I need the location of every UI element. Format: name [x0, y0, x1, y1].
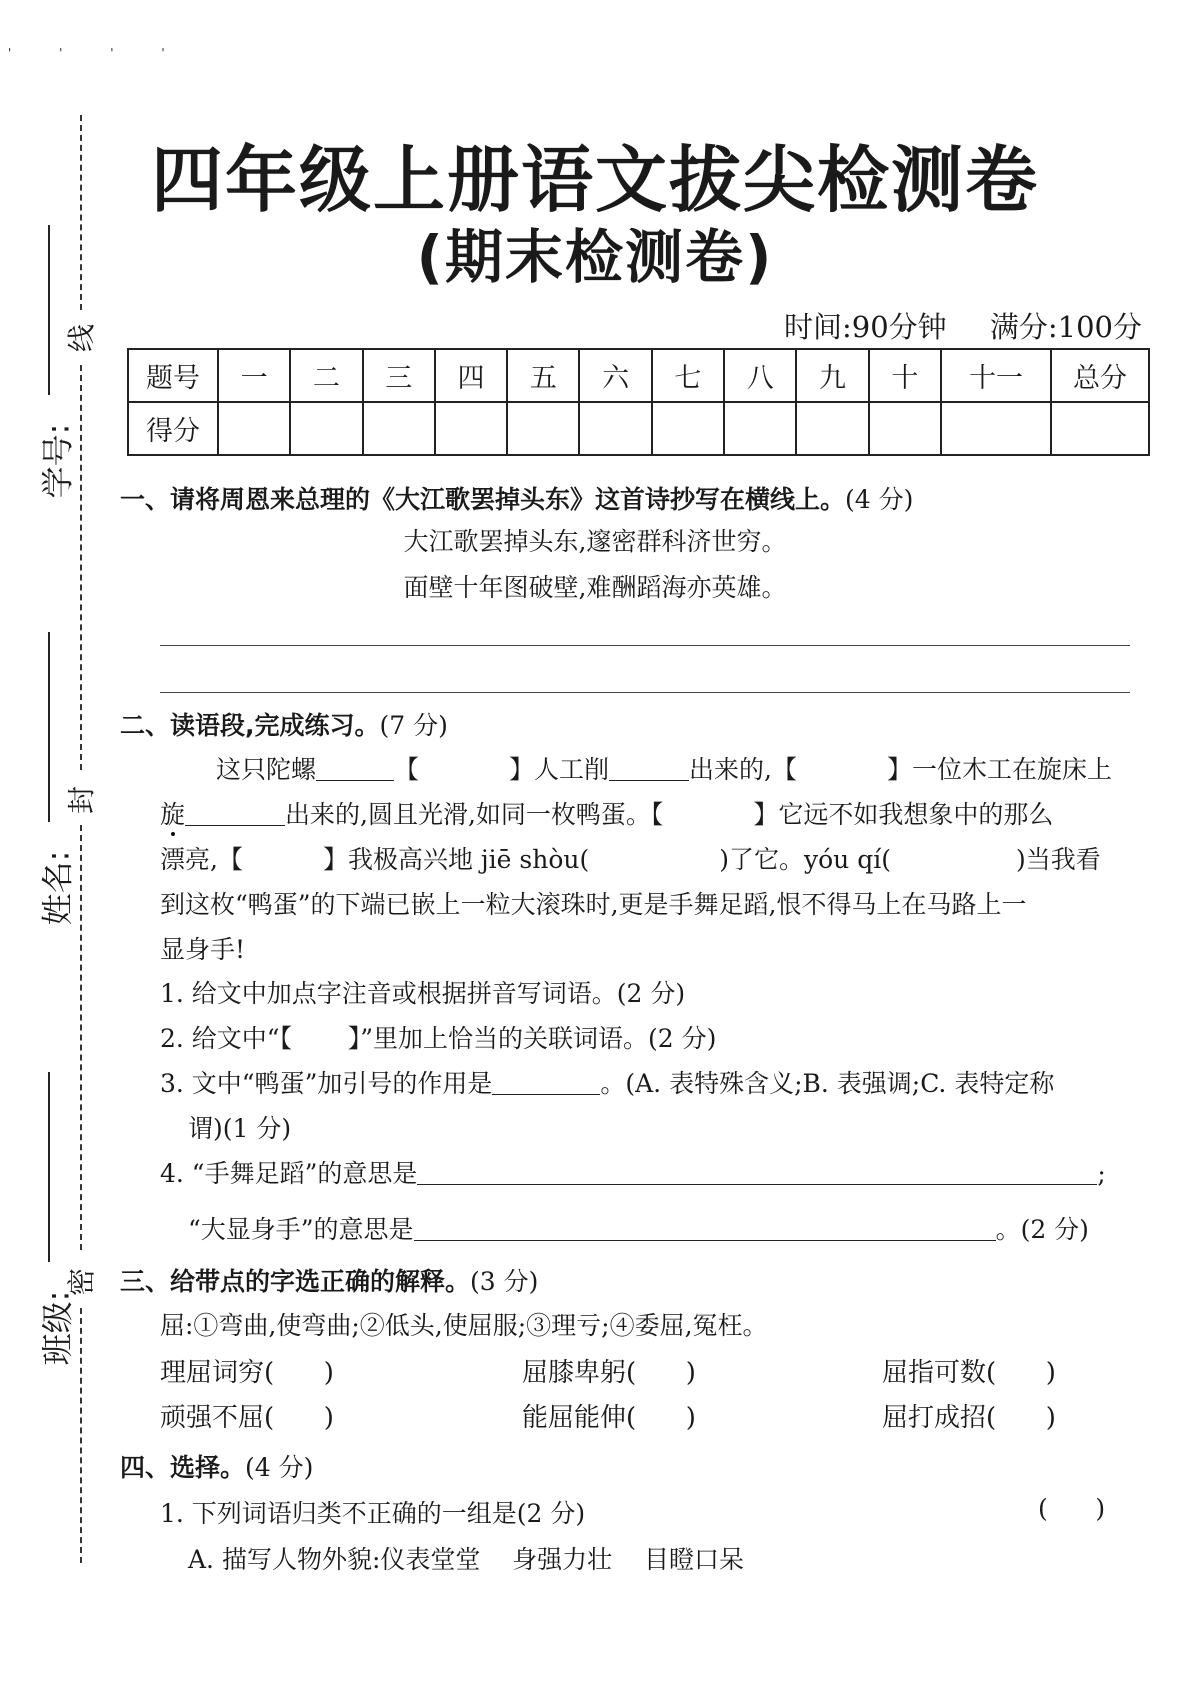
score-table-header-cell: 四 — [435, 349, 507, 402]
q2-para-line: 显身手! — [160, 935, 246, 964]
q3-item[interactable]: 能屈能伸( ) — [522, 1403, 696, 1433]
para-text: 】它远不如我想象中的那么 — [753, 800, 1054, 829]
exam-info — [750, 305, 1142, 346]
fill-blank[interactable] — [417, 1158, 1097, 1185]
score-cell[interactable] — [796, 402, 868, 455]
score-cell[interactable] — [869, 402, 941, 455]
page-subtitle: (期末检测卷) — [416, 223, 774, 291]
score-cell[interactable] — [579, 402, 651, 455]
fill-blank[interactable] — [414, 1214, 996, 1241]
q1-heading-text: 一、请将周恩来总理的《大江歌罢掉头东》这首诗抄写在横线上。 — [120, 485, 846, 514]
q4-heading — [120, 1448, 313, 1484]
q2-para-line — [160, 750, 1186, 786]
score-table-header-cell: 题号 — [128, 349, 218, 402]
para-text: 这只陀螺 — [216, 755, 317, 784]
name-label: 姓名: — [38, 850, 77, 926]
q2-para-line — [160, 840, 1130, 876]
student-no-label: 学号: — [38, 423, 77, 499]
q3-item[interactable]: 理屈词穷( ) — [160, 1358, 334, 1388]
score-cell[interactable] — [652, 402, 724, 455]
q2-heading-text: 二、读语段,完成练习。 — [120, 711, 380, 740]
score-cell[interactable] — [941, 402, 1051, 455]
q2-para-line: 到这枚“鸭蛋”的下端已嵌上一粒大滚珠时,更是手舞足蹈,恨不得马上在马路上一 — [160, 890, 1027, 919]
q3-score: (3 分) — [470, 1267, 539, 1296]
seal-char-feng: 封 — [65, 785, 99, 815]
seal-dashed-line — [80, 825, 82, 1250]
score-table-header-cell: 六 — [579, 349, 651, 402]
q1-poem-line: 大江歌罢掉头东,邃密群科济世穷。 — [403, 527, 787, 556]
score-table-score-row — [128, 402, 1149, 455]
name-underline — [48, 632, 50, 822]
page-title: 四年级上册语文拔尖检测卷 — [150, 138, 1039, 222]
q4-option-a: A. 描写人物外貌:仪表堂堂 身强力壮 目瞪口呆 — [188, 1545, 744, 1574]
q3-item[interactable]: 屈指可数( ) — [882, 1358, 1056, 1388]
score-cell[interactable] — [218, 402, 290, 455]
para-text: 漂亮,【 — [160, 845, 243, 874]
q2-para-line — [160, 795, 1130, 831]
para-text: 】一位木工在旋床上 — [887, 755, 1113, 784]
seal-dashed-line — [80, 1308, 82, 1563]
exam-time: 时间:90分钟 — [783, 310, 947, 344]
seal-char-xian: 线 — [65, 323, 99, 353]
q3-heading-text: 三、给带点的字选正确的解释。 — [120, 1267, 471, 1296]
q2-sub4a — [160, 1154, 1106, 1190]
score-table-header-cell: 五 — [507, 349, 579, 402]
score-table-header-cell: 八 — [724, 349, 796, 402]
score-table-header-cell: 九 — [796, 349, 868, 402]
score-table-header-cell: 二 — [290, 349, 362, 402]
fill-blank[interactable] — [185, 799, 285, 826]
score-table-header-cell: 总分 — [1051, 349, 1149, 402]
q2-sub4b-text: “大显身手”的意思是 — [188, 1215, 414, 1244]
para-text: 】我极高兴地 jiē shòu( — [322, 845, 590, 874]
q3-definitions: 屈:①弯曲,使弯曲;②低头,使屈服;③理亏;④委屈,冤枉。 — [160, 1311, 768, 1340]
score-table-header-row — [128, 349, 1149, 402]
corner-marks: ' ' ' ' — [8, 46, 187, 60]
q2-score: (7 分) — [379, 711, 448, 740]
para-text: 【 — [394, 755, 420, 784]
score-table-header-cell: 三 — [363, 349, 435, 402]
score-cell[interactable] — [507, 402, 579, 455]
class-label: 班级: — [38, 1290, 77, 1366]
class-underline — [48, 1072, 50, 1262]
score-cell[interactable] — [724, 402, 796, 455]
score-table-header-cell: 七 — [652, 349, 724, 402]
para-text: 出来的,【 — [689, 755, 797, 784]
q2-sub3-text: 3. 文中“鸭蛋”加引号的作用是 — [160, 1069, 493, 1098]
para-text: 】人工削 — [509, 755, 610, 784]
para-text: )了它。yóu qí( — [719, 845, 891, 874]
q4-score: (4 分) — [245, 1453, 314, 1482]
seal-char-mi: 密 — [65, 1267, 99, 1297]
score-cell[interactable] — [363, 402, 435, 455]
q4-heading-text: 四、选择。 — [120, 1453, 246, 1482]
q3-item[interactable]: 顽强不屈( ) — [160, 1403, 334, 1433]
para-text: 出来的,圆且光滑,如同一枚鸭蛋。【 — [285, 800, 664, 829]
q2-heading — [120, 706, 448, 742]
q2-sub3-cont: 谓)(1 分) — [188, 1114, 292, 1143]
exam-full-score: 满分:100分 — [989, 310, 1142, 344]
q2-sub3 — [160, 1064, 1054, 1100]
score-cell[interactable] — [290, 402, 362, 455]
q1-answer-line[interactable] — [160, 692, 1130, 693]
q4-sub1: 1. 下列词语归类不正确的一组是(2 分) — [160, 1499, 586, 1528]
score-cell[interactable] — [1051, 402, 1149, 455]
fill-blank[interactable] — [316, 754, 394, 781]
q3-item[interactable]: 屈打成招( ) — [882, 1403, 1056, 1433]
fill-blank[interactable] — [609, 754, 689, 781]
para-text: )当我看 — [1015, 845, 1101, 874]
q2-sub1: 1. 给文中加点字注音或根据拼音写词语。(2 分) — [160, 979, 686, 1008]
score-table — [127, 348, 1150, 456]
q2-sub4b-text: 。(2 分) — [995, 1215, 1089, 1244]
q2-sub4b — [188, 1210, 1089, 1246]
score-table-header-cell: 十一 — [941, 349, 1051, 402]
q1-answer-line[interactable] — [160, 645, 1130, 646]
score-row-label: 得分 — [128, 402, 218, 455]
q4-answer-paren[interactable]: ( ) — [1038, 1494, 1106, 1523]
q3-item[interactable]: 屈膝卑躬( ) — [522, 1358, 696, 1388]
q1-score: (4 分) — [845, 485, 914, 514]
q2-sub3-text: 。(A. 表特殊含义;B. 表强调;C. 表特定称 — [600, 1069, 1055, 1098]
q2-sub4a-text: 4. “手舞足蹈”的意思是 — [160, 1159, 418, 1188]
q2-sub4a-text: ; — [1097, 1159, 1106, 1188]
score-cell[interactable] — [435, 402, 507, 455]
fill-blank[interactable] — [492, 1068, 600, 1095]
q1-heading — [120, 480, 913, 516]
q1-poem-line: 面壁十年图破壁,难酬蹈海亦英雄。 — [403, 573, 787, 602]
dotted-char: 旋 — [160, 800, 186, 829]
q2-sub2: 2. 给文中“【 】”里加上恰当的关联词语。(2 分) — [160, 1024, 717, 1053]
q3-heading — [120, 1262, 538, 1298]
score-table-header-cell: 十 — [869, 349, 941, 402]
score-table-header-cell: 一 — [218, 349, 290, 402]
